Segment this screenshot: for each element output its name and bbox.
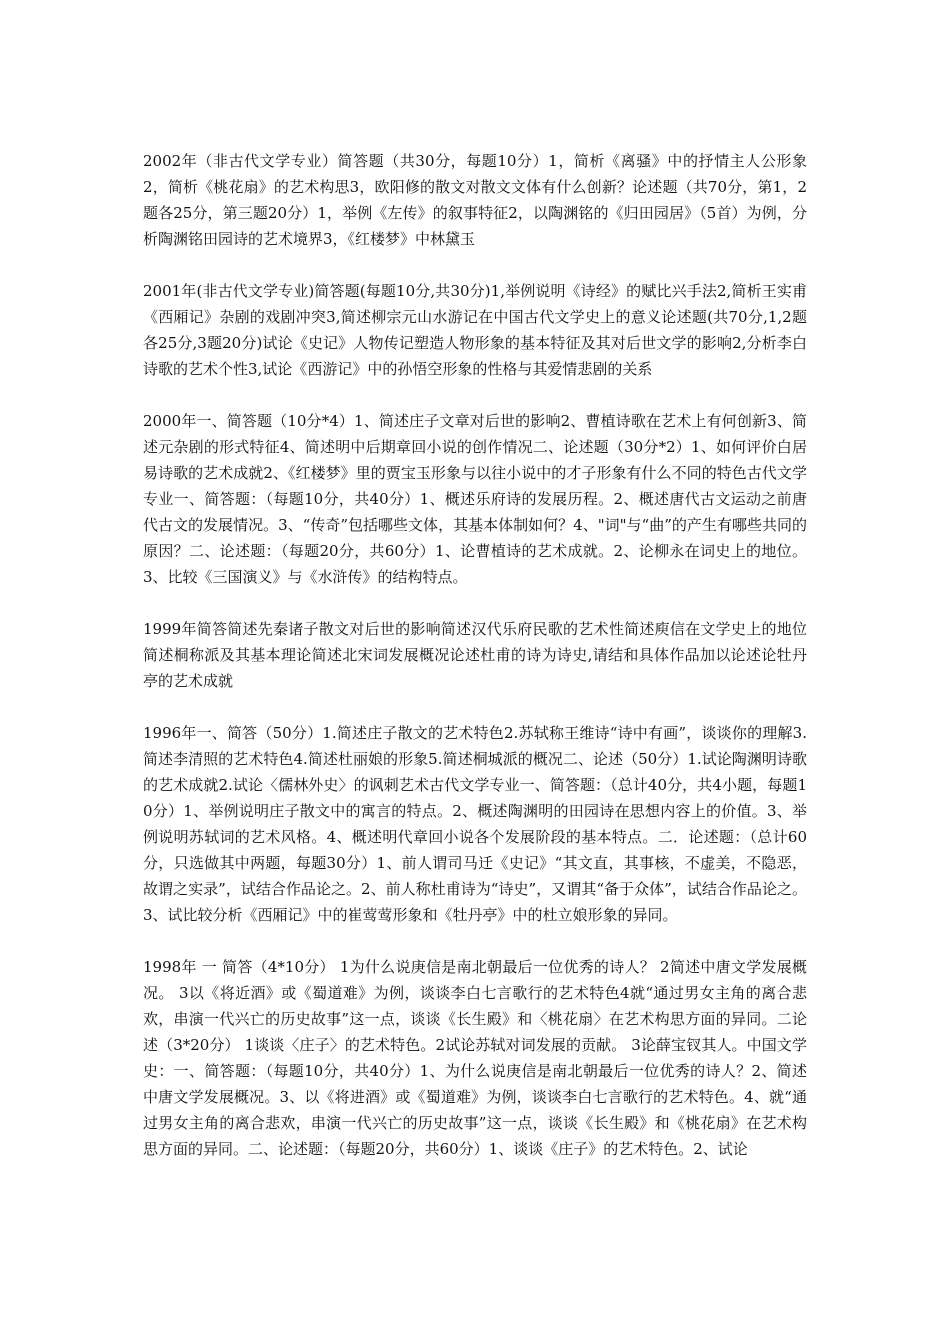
paragraph-2002: 2002年（非古代文学专业）简答题（共30分，每题10分）1，简析《离骚》中的抒情主人公形象2，简析《桃花扇》的艺术构思3，欧阳修的散文对散文文体有什么创新？论述题（共70分，第1，2题各25分，第三题20分）1，举例《左传》的叙事特征2，以陶渊铭的《归田园居》（5首）为例，分析陶渊铭田园诗的艺术境界3，《红楼梦》中林黛玉 [143,152,807,248]
paragraph-1996: 1996年一、简答（50分）1.简述庄子散文的艺术特色2.苏轼称王维诗“诗中有画”，谈谈你的理解3.简述李清照的艺术特色4.简述杜丽娘的形象5.简述桐城派的概况二、论述（50分）1.试论陶渊明诗歌的艺术成就2.试论〈儒林外史〉的讽刺艺术古代文学专业一、简答题：（总计40分，共4小题，每题10分）1、举例说明庄子散文中的寓言的特点。2、概述陶渊明的田园诗在思想内容上的价值。3、举例说明苏轼词的艺术风格。4、概述明代章回小说各个发展阶段的基本特点。二．论述题：（总计60分，只选做其中两题，每题30分）1、前人谓司马迁《史记》“其文直，其事核，不虚美，不隐恶，故谓之实录”，试结合作品论之。2、前人称杜甫诗为“诗史”，又谓其“备于众体”，试结合作品论之。3、试比较分析《西厢记》中的崔莺莺形象和《牡丹亭》中的杜立娘形象的异同。 [143,724,807,924]
paragraph-1998: 1998年 一 简答（4*10分） 1为什么说庚信是南北朝最后一位优秀的诗人？ 2简述中唐文学发展概况。 3以《将近酒》或《蜀道难》为例，谈谈李白七言歌行的艺术特色4就“通过男女主角的离合悲欢，串演一代兴亡的历史故事”这一点，谈谈《长生殿》和〈桃花扇〉在艺术构思方面的异同。二论述（3*20分） 1谈谈〈庄子〉的艺术特色。2试论苏轼对词发展的贡献。 3论薛宝钗其人。中国文学史：一、简答题：（每题10分，共40分）1、为什么说庚信是南北朝最后一位优秀的诗人？2、简述中唐文学发展概况。3、以《将进酒》或《蜀道难》为例，谈谈李白七言歌行的艺术特色。4、就“通过男女主角的离合悲欢，串演一代兴亡的历史故事”这一点，谈谈《长生殿》和《桃花扇》在艺术构思方面的异同。二、论述题：（每题20分，共60分）1、谈谈《庄子》的艺术特色。2、试论 [143,958,807,1158]
paragraph-1999: 1999年简答简述先秦诸子散文对后世的影响简述汉代乐府民歌的艺术性简述庾信在文学史上的地位简述桐称派及其基本理论简述北宋词发展概况论述杜甫的诗为诗史,请结和具体作品加以论述论牡丹亭的艺术成就 [143,620,807,690]
paragraph-2000: 2000年一、简答题（10分*4）1、简述庄子文章对后世的影响2、曹植诗歌在艺术上有何创新3、简述元杂剧的形式特征4、简述明中后期章回小说的创作情况二、论述题（30分*2）1、如何评价白居易诗歌的艺术成就2、《红楼梦》里的贾宝玉形象与以往小说中的才子形象有什么不同的特色古代文学专业一、简答题：（每题10分，共40分）1、概述乐府诗的发展历程。2、概述唐代古文运动之前唐代古文的发展情况。3、“传奇”包括哪些文体，其基本体制如何？4、"词"与“曲”的产生有哪些共同的原因？二、论述题：（每题20分，共60分）1、论曹植诗的艺术成就。2、论柳永在词史上的地位。3、比较《三国演义》与《水浒传》的结构特点。 [143,412,807,586]
paragraph-2001: 2001年(非古代文学专业)简答题(每题10分,共30分)1,举例说明《诗经》的赋比兴手法2,简析王实甫《西厢记》杂剧的戏剧冲突3,简述柳宗元山水游记在中国古代文学史上的意义论述题(共70分,1,2题各25分,3题20分)试论《史记》人物传记塑造人物形象的基本特征及其对后世文学的影响2,分析李白诗歌的艺术个性3,试论《西游记》中的孙悟空形象的性格与其爱情悲剧的关系 [143,282,807,378]
document-body [143,148,807,1188]
